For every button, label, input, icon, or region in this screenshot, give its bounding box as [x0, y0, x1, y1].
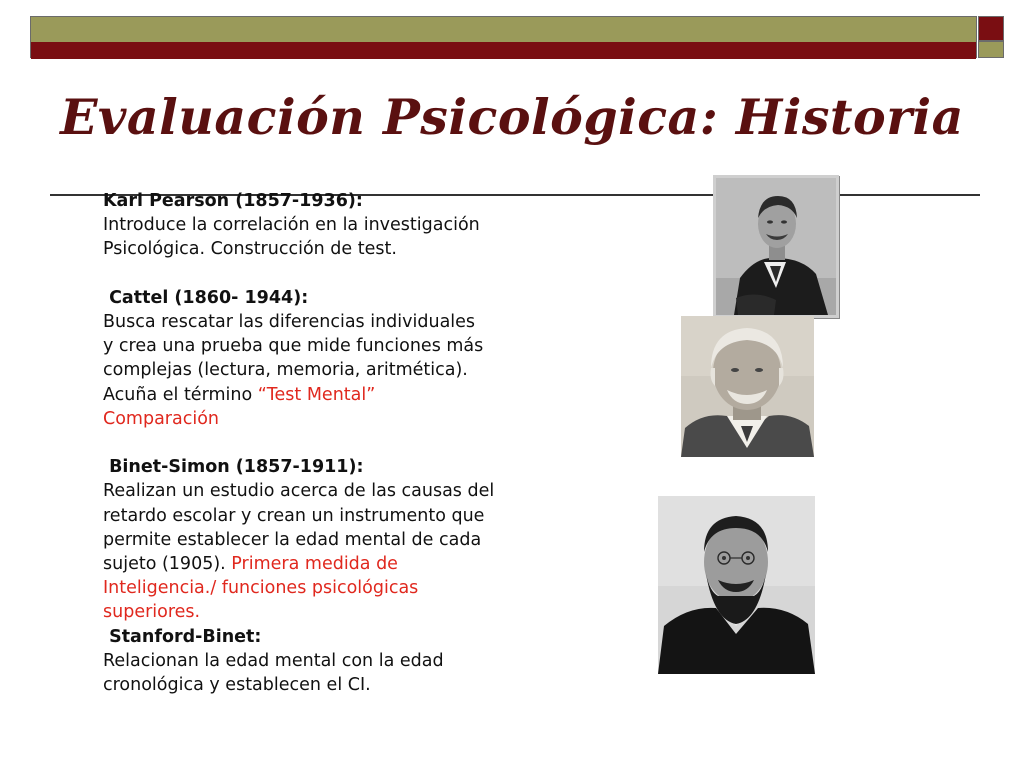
pearson-line: Introduce la correlación en la investigación [103, 215, 480, 236]
test-mental-term: “Test Mental” [257, 384, 376, 405]
spacer [103, 431, 563, 455]
stanford-binet-line: cronológica y establecen el CI. [103, 675, 371, 696]
cattel-line: Busca rescatar las diferencias individuales [103, 312, 476, 332]
cattel-heading: Cattel (1860- 1944): [103, 287, 309, 308]
slide-title: Evaluación Psicológica: Historia [60, 88, 964, 146]
header-bar-olive-stripe [31, 17, 976, 42]
primera-medida-text: Primera medida de [231, 554, 398, 575]
slide-body [103, 189, 563, 697]
cattel-acuna-prefix: Acuña el término [103, 384, 258, 405]
portrait-karl-pearson [713, 175, 839, 318]
portrait-binet [658, 496, 815, 674]
binet-simon-line: retardo escolar y crean un instrumento que [103, 505, 485, 526]
binet-simon-highlight-line: superiores. [103, 602, 201, 623]
binet-simon-line: Realizan un estudio acerca de las causas del [103, 481, 495, 502]
cattel-line: complejas (lectura, memoria, aritmética). [103, 360, 468, 381]
stanford-binet-line: Relacionan la edad mental con la edad [103, 650, 444, 671]
corner-square-olive [978, 41, 1004, 58]
cattel-line: y crea una prueba que mide funciones más [103, 336, 484, 357]
binet-simon-highlight-line: Inteligencia./ funciones psicológicas [103, 578, 419, 599]
cattel-acuna-line [103, 383, 563, 407]
stanford-binet-heading: Stanford-Binet: [103, 626, 262, 647]
corner-square-maroon [978, 16, 1004, 41]
header-bar [30, 16, 977, 58]
binet-simon-sujeto-prefix: sujeto (1905). [103, 554, 232, 575]
binet-simon-line: permite establecer la edad mental de cada [103, 529, 482, 550]
header-bar-maroon-stripe [31, 42, 976, 59]
cattel-comparacion: Comparación [103, 408, 220, 429]
portrait-cattel [681, 316, 814, 457]
pearson-heading: Karl Pearson (1857-1936): [103, 191, 363, 211]
binet-simon-sujeto-line [103, 552, 563, 576]
pearson-line: Psicológica. Construcción de test. [103, 239, 397, 260]
spacer [103, 262, 563, 286]
binet-simon-heading: Binet-Simon (1857-1911): [103, 457, 364, 478]
